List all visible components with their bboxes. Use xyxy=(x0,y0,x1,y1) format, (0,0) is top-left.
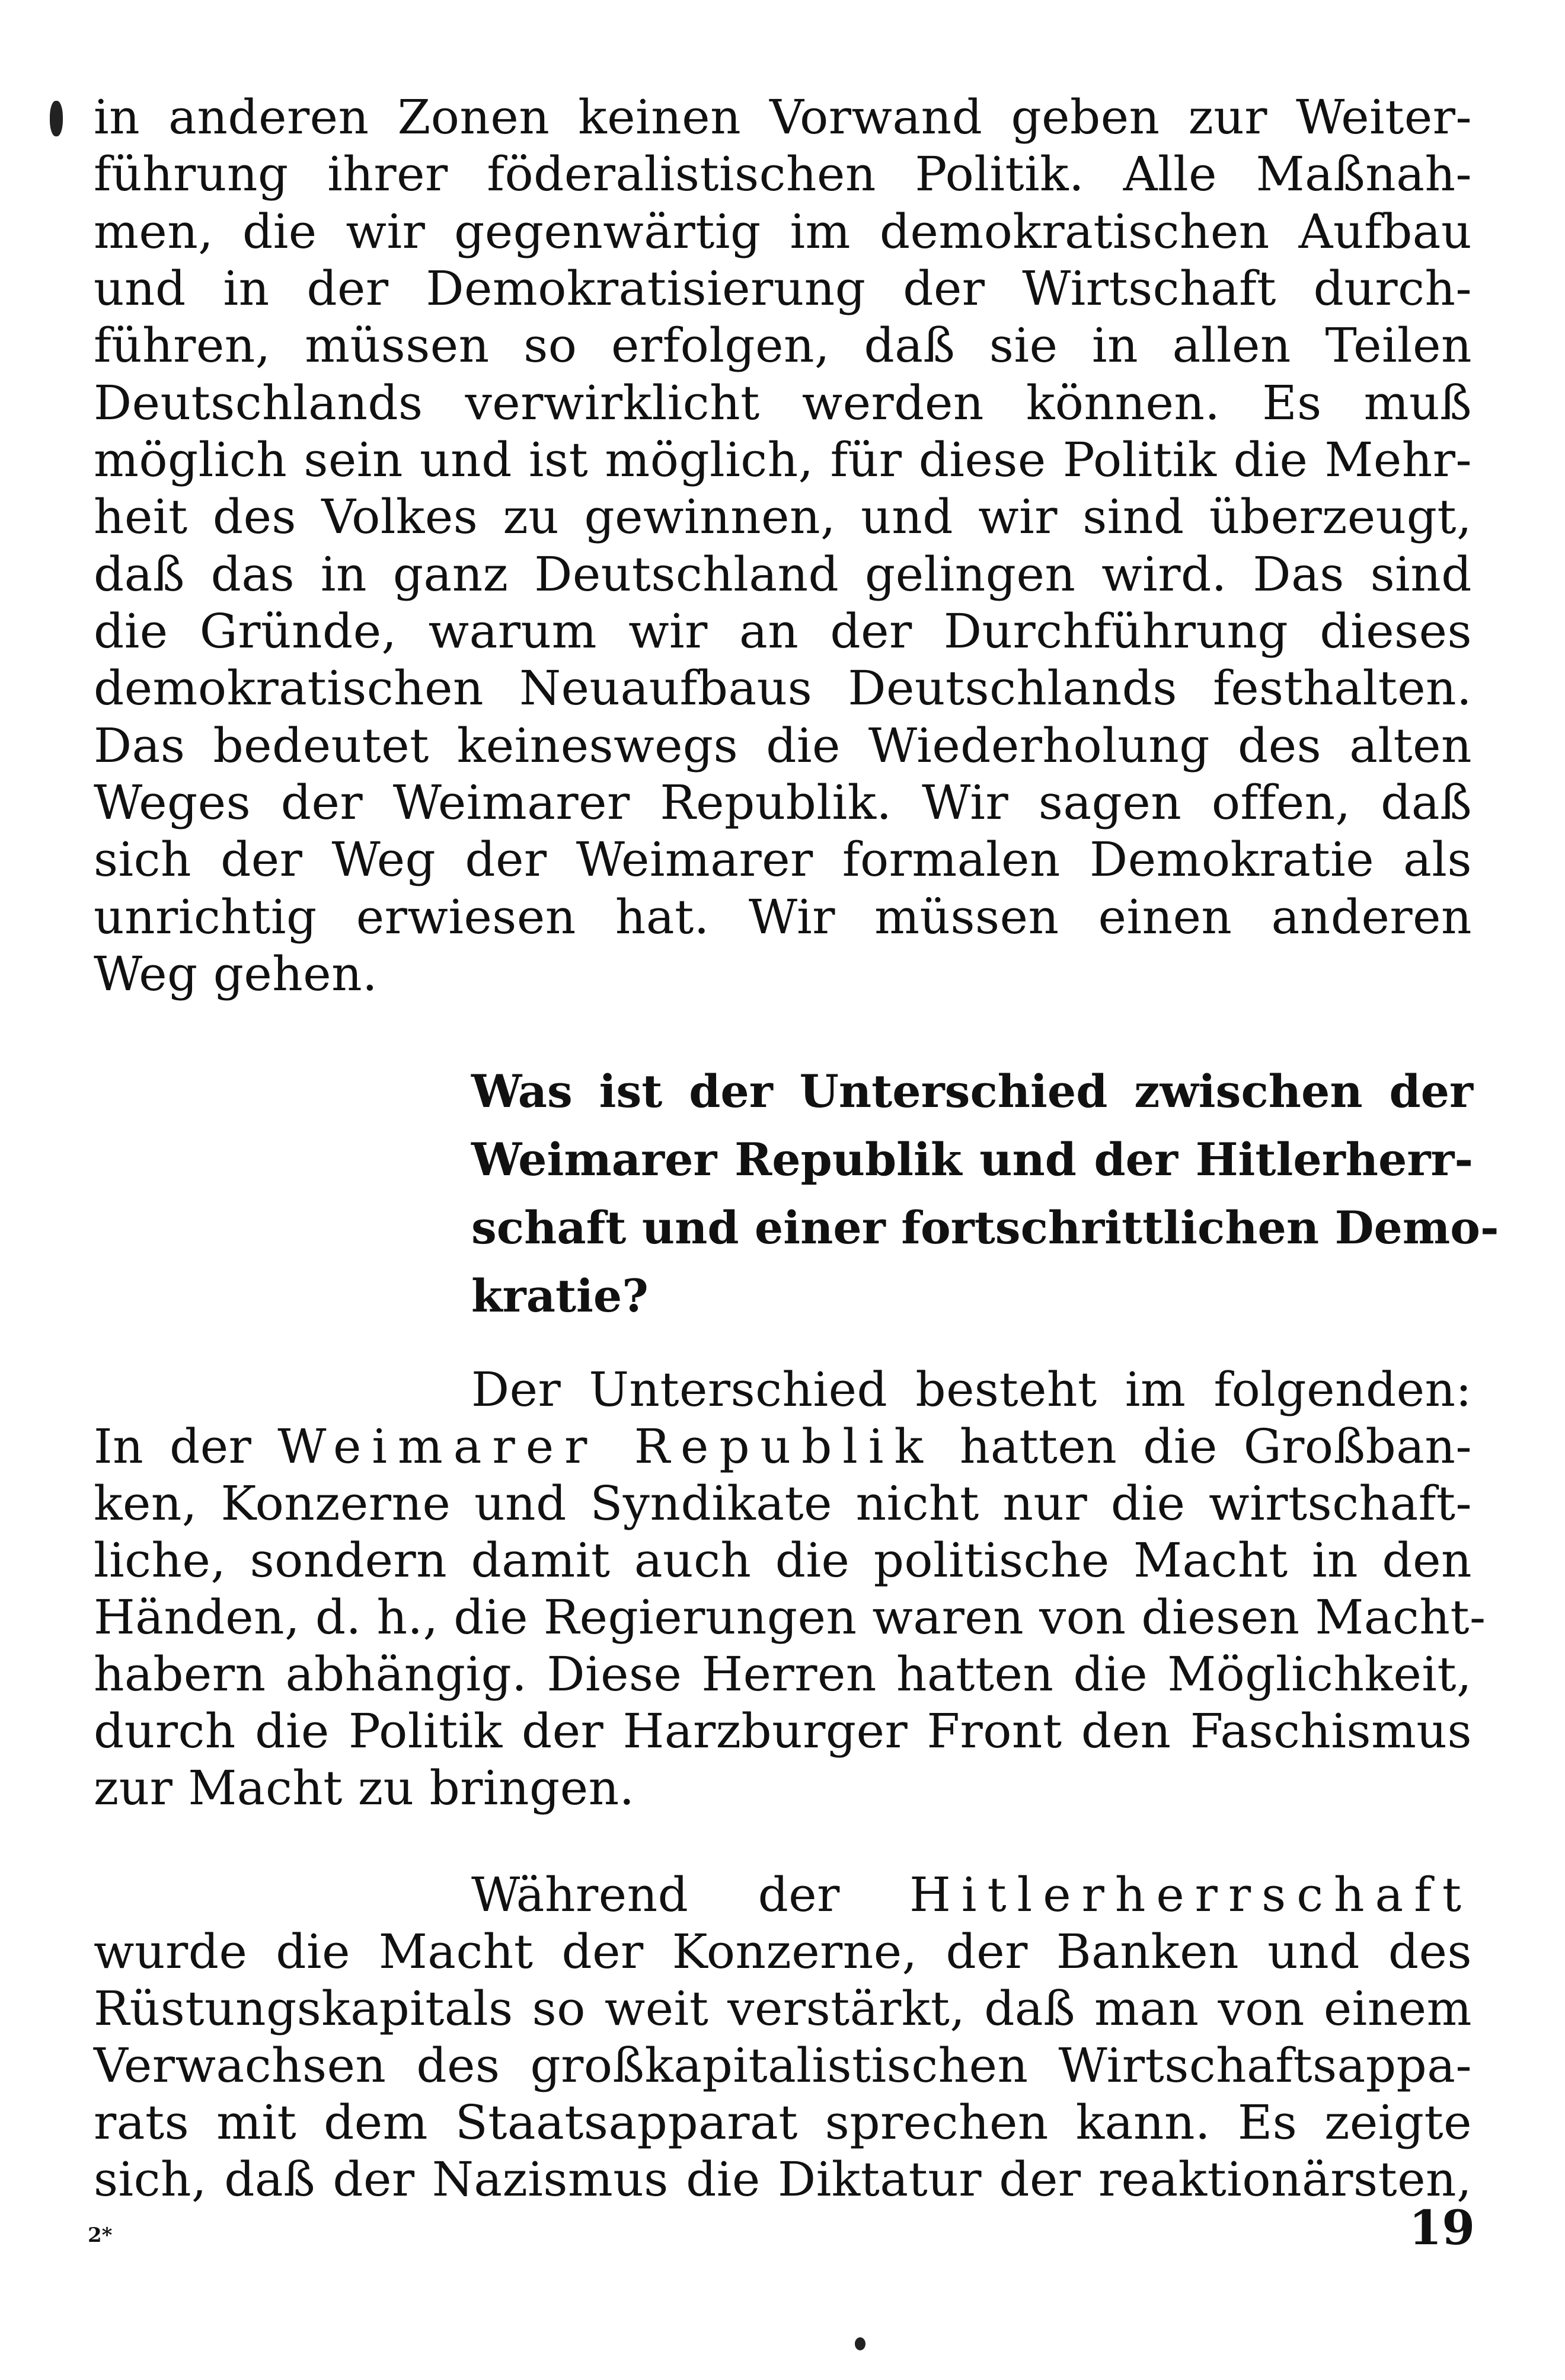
emphasized-term: Weimarer Republik xyxy=(277,1419,934,1474)
text-line: sich der Weg der Weimarer formalen Demokratie als xyxy=(94,832,1472,887)
text-line: wurde die Macht der Konzerne, der Banken und des xyxy=(94,1924,1472,1979)
text-line: Deutschlands verwirklicht werden können. Es muß xyxy=(94,375,1472,430)
text-line: und in der Demokratisierung der Wirtschaft durch- xyxy=(94,261,1472,316)
text-span: hatten die Großban- xyxy=(959,1419,1472,1474)
text-line: daß das in ganz Deutschland gelingen wird. Das sind xyxy=(94,547,1472,602)
emphasized-term: Hitlerherrschaft xyxy=(909,1867,1472,1922)
text-line: Der Unterschied besteht im folgenden: xyxy=(471,1362,1472,1417)
text-line: ken, Konzerne und Syndikate nicht nur die wirtschaft- xyxy=(94,1476,1472,1531)
heading-line: schaft und einer fortschrittlichen Demo- xyxy=(471,1201,1499,1254)
text-line: in anderen Zonen keinen Vorwand geben zur Weiter- xyxy=(94,90,1472,145)
text-line: Weg gehen. xyxy=(94,946,378,1001)
text-line: Rüstungskapitals so weit verstärkt, daß man von einem xyxy=(94,1981,1472,2036)
text-line: führen, müssen so erfolgen, daß sie in allen Teilen xyxy=(94,318,1472,373)
text-line: heit des Volkes zu gewinnen, und wir sind überzeugt, xyxy=(94,489,1472,544)
text-line: men, die wir gegenwärtig im demokratischen Aufbau xyxy=(94,204,1472,259)
text-line xyxy=(471,1867,1472,1923)
heading-line: Was ist der Unterschied zwischen der xyxy=(471,1065,1473,1118)
text-span: In der xyxy=(94,1419,252,1474)
text-line: liche, sondern damit auch die politische Macht in den xyxy=(94,1533,1472,1588)
text-line: rats mit dem Staatsapparat sprechen kann. Es zeigte xyxy=(94,2095,1472,2150)
text-line: führung ihrer föderalistischen Politik. Alle Maßnah- xyxy=(94,146,1472,202)
text-line: sich, daß der Nazismus die Diktatur der reaktionärsten, xyxy=(94,2152,1472,2207)
text-line: unrichtig erwiesen hat. Wir müssen einen anderen xyxy=(94,889,1472,945)
heading-line: kratie? xyxy=(471,1269,649,1322)
heading-line: Weimarer Republik und der Hitlerherr- xyxy=(471,1133,1473,1186)
text-line: Händen, d. h., die Regierungen waren von diesen Macht- xyxy=(94,1590,1486,1645)
text-line: möglich sein und ist möglich, für diese Politik die Mehr- xyxy=(94,432,1472,487)
text-line: demokratischen Neuaufbaus Deutschlands festhalten. xyxy=(94,661,1472,716)
text-line: die Gründe, warum wir an der Durchführung dieses xyxy=(94,604,1472,659)
text-line: durch die Politik der Harzburger Front den Faschismus xyxy=(94,1703,1472,1759)
page-number: 19 xyxy=(1408,2200,1475,2255)
printer-signature: 2* xyxy=(88,2223,113,2247)
text-line: Weges der Weimarer Republik. Wir sagen offen, daß xyxy=(94,775,1472,830)
text-line: habern abhängig. Diese Herren hatten die Möglichkeit, xyxy=(94,1647,1472,1702)
text-line: Das bedeutet keineswegs die Wiederholung des alten xyxy=(94,718,1472,773)
text-line: Verwachsen des großkapitalistischen Wirtschaftsappa- xyxy=(94,2038,1472,2093)
ink-speck xyxy=(50,101,63,136)
text-line xyxy=(94,1418,1472,1475)
ink-speck xyxy=(855,2337,865,2350)
text-span: Während der xyxy=(471,1867,840,1922)
text-line: zur Macht zu bringen. xyxy=(94,1760,635,1816)
